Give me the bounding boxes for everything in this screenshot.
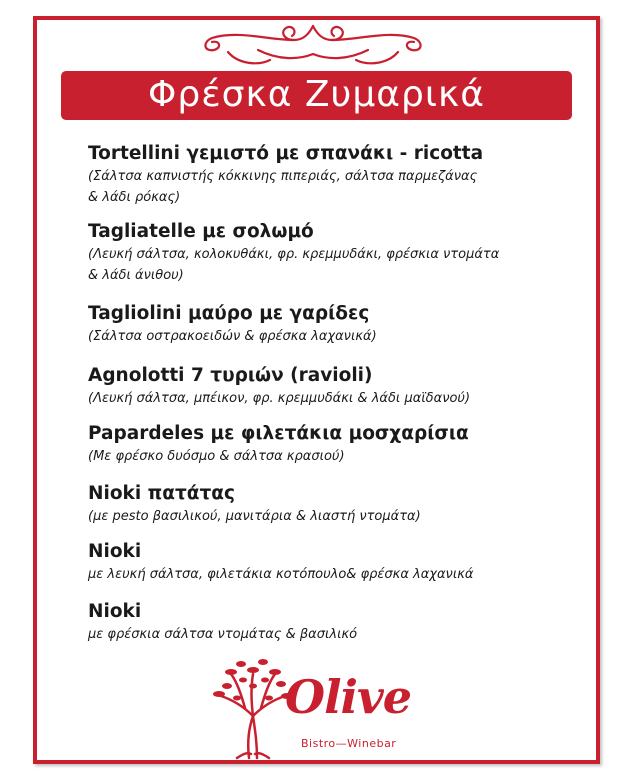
dish-name: Nioki πατάτας [88, 483, 235, 504]
menu-item [88, 422, 558, 467]
menu-item [88, 540, 558, 585]
dish-name: Nioki [88, 541, 142, 562]
dish-description: & λάδι άνιθου) [88, 268, 184, 283]
brand-tagline: Bistro—Winebar [301, 737, 397, 750]
dish-description: & λάδι ρόκας) [88, 190, 181, 205]
dish-description: (Λευκή σάλτσα, κολοκυθάκι, φρ. κρεμμυδάκι, φρέσκια ντομάτα [88, 247, 500, 262]
flourish-ornament-icon [198, 20, 428, 72]
dish-name: Nioki [88, 601, 142, 622]
dish-description: με φρέσκια σάλτσα ντομάτας & βασιλικό [88, 627, 358, 642]
page-title: Φρέσκα Ζυμαρικά [148, 74, 485, 115]
dish-name: Agnolotti 7 τυριών (ravioli) [88, 365, 373, 386]
menu-item [88, 482, 558, 527]
menu-item [88, 142, 558, 208]
dish-description: (με pesto βασιλικού, μανιτάρια & λιαστή ντομάτα) [88, 509, 421, 524]
dish-name: Tortellini γεμιστό με σπανάκι - ricotta [88, 143, 484, 164]
dish-description: (Σάλτσα οστρακοειδών & φρέσκα λαχανικά) [88, 329, 377, 344]
menu-item [88, 364, 558, 409]
dish-name: Papardeles με φιλετάκια μοσχαρίσια [88, 423, 469, 444]
dish-description: (Σάλτσα καπνιστής κόκκινης πιπεριάς, σάλτσα παρμεζάνας [88, 169, 478, 184]
dish-name: Tagliatelle με σολωμό [88, 221, 314, 242]
dish-name: Tagliolini μαύρο με γαρίδες [88, 303, 370, 324]
olive-logo [197, 650, 437, 760]
dish-description: (Λευκή σάλτσα, μπέικον, φρ. κρεμμυδάκι & λάδι μαϊδανού) [88, 391, 471, 406]
brand-name: Olive [285, 670, 412, 724]
menu-item [88, 220, 558, 286]
menu-item [88, 302, 558, 347]
menu-item [88, 600, 558, 645]
title-banner [61, 71, 572, 120]
dish-description: με λευκή σάλτσα, φιλετάκια κοτόπουλο& φρέσκα λαχανικά [88, 567, 474, 582]
dish-description: (Με φρέσκο δυόσμο & σάλτσα κρασιού) [88, 449, 345, 464]
